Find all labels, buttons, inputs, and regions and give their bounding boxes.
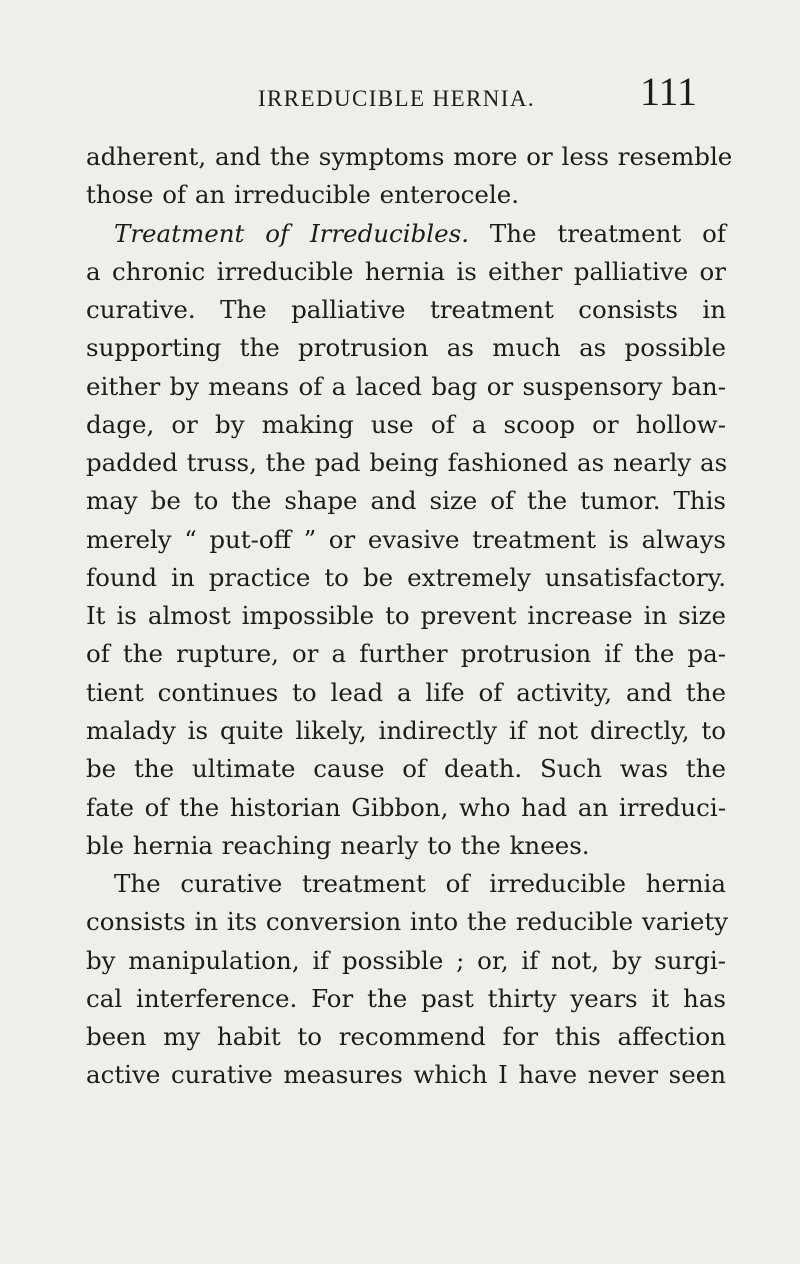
page-number: 111	[640, 69, 698, 114]
text-line: found in practice to be extremely unsatisfactory.	[86, 562, 726, 592]
text-line: ble hernia reaching nearly to the knees.	[86, 830, 590, 860]
text-line: by manipulation, if possible ; or, if not, by surgi-	[86, 945, 726, 975]
text-line: fate of the historian Gibbon, who had an irreduci-	[86, 792, 726, 822]
text-line: cal interference. For the past thirty years it has	[86, 983, 726, 1013]
text-line: malady is quite likely, indirectly if not directly, to	[86, 715, 726, 745]
text-line: padded truss, the pad being fashioned as nearly as	[86, 448, 728, 478]
text-line: curative. The palliative treatment consists in	[86, 295, 726, 325]
section-heading-line	[86, 215, 726, 253]
text-line: be the ultimate cause of death. Such was the	[86, 754, 726, 784]
text-line: It is almost impossible to prevent increase in size	[86, 601, 726, 631]
text-line: active curative measures which I have never seen	[86, 1060, 726, 1090]
text-line-fragment: The treatment of	[468, 218, 726, 248]
text-line: a chronic irreducible hernia is either palliative or	[86, 256, 726, 286]
text-line: been my habit to recommend for this affection	[86, 1022, 726, 1052]
text-line: may be to the shape and size of the tumor. This	[86, 486, 726, 516]
text-line: supporting the protrusion as much as possible	[86, 333, 726, 363]
text-line: adherent, and the symptoms more or less resemble	[86, 142, 733, 171]
text-line: of the rupture, or a further protrusion if the pa-	[86, 639, 726, 669]
text-line: either by means of a laced bag or suspensory ban-	[86, 371, 726, 401]
text-line: dage, or by making use of a scoop or hollow-	[86, 409, 726, 439]
body-text	[86, 138, 733, 1095]
running-head: IRREDUCIBLE HERNIA.	[258, 86, 536, 111]
text-line: The curative treatment of irreducible hernia	[114, 869, 726, 899]
text-line: those of an irreducible enterocele.	[86, 180, 520, 210]
section-heading: Treatment of Irreducibles.	[114, 218, 469, 248]
text-line: tient continues to lead a life of activity, and the	[86, 677, 726, 707]
text-line: consists in its conversion into the reducible variety	[86, 907, 729, 937]
text-line: merely “ put-off ” or evasive treatment is always	[86, 524, 726, 554]
